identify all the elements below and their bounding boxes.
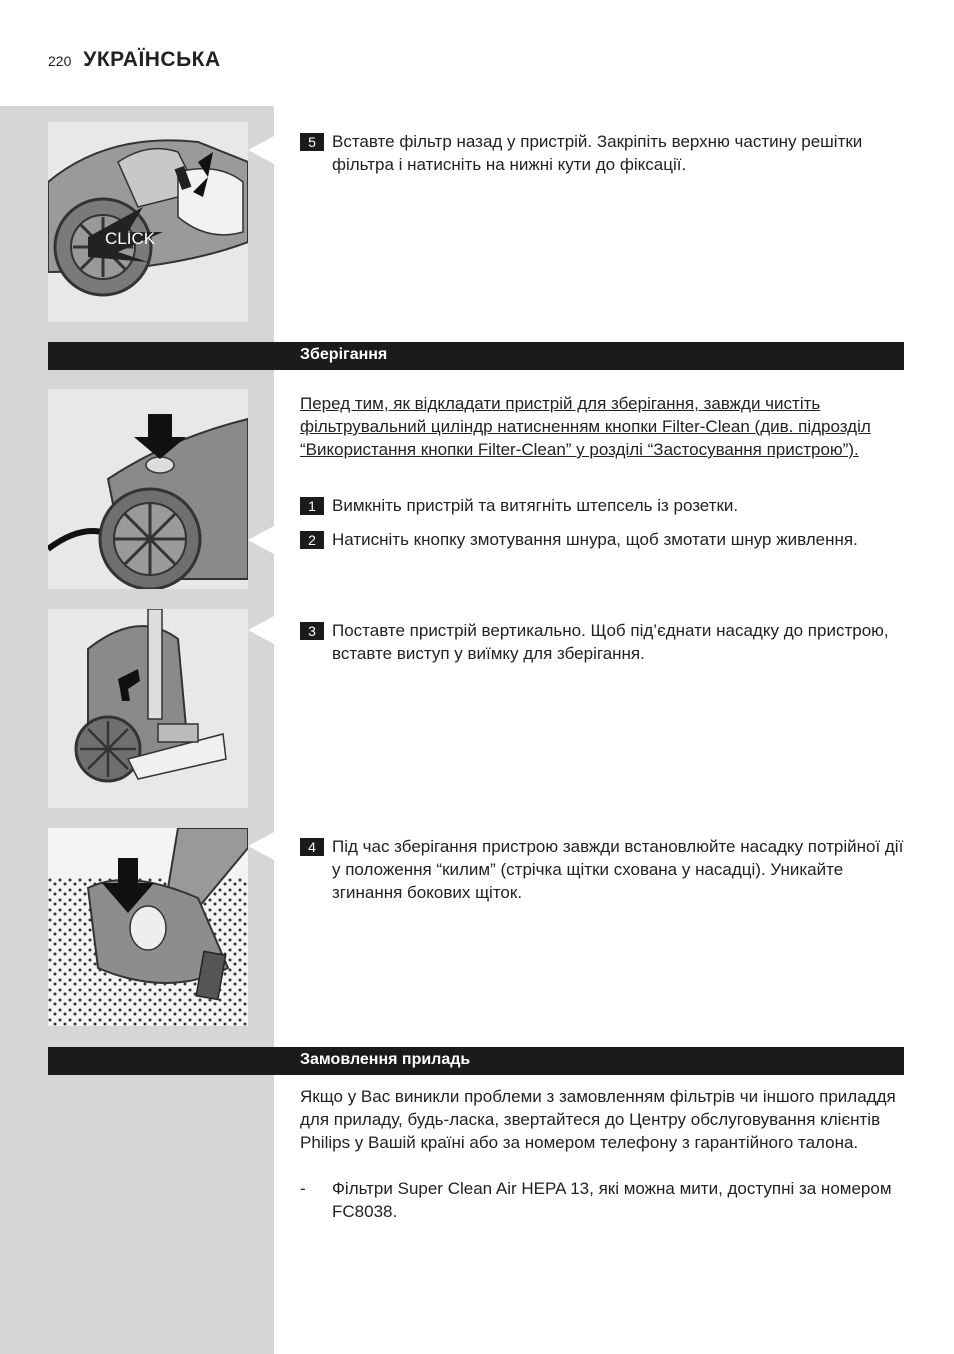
figure-cord-rewind [48, 389, 248, 589]
figure-filter-insert [48, 122, 248, 322]
click-label: CLICK [105, 229, 156, 248]
bullet-dash: - [300, 1179, 306, 1198]
figure-pointer [248, 526, 274, 554]
language-heading: УКРАЇНСЬКА [83, 48, 221, 71]
vacuum-cord-illustration [48, 389, 248, 589]
storage-intro [300, 392, 904, 461]
step-5 [300, 130, 904, 176]
step-number-badge: 5 [300, 133, 324, 151]
section-title: Замовлення приладь [300, 1051, 471, 1068]
step-number-badge: 2 [300, 531, 324, 549]
page-number: 220 [48, 53, 72, 69]
accessories-text: Якщо у Вас виникли проблеми з замовленням фільтрів чи іншого приладдя для приладу, будь-ласка, звертайтеся до Центру обслуговування клієнтів Philips у Вашій країні або за номером телефону з гарантійного талона. [300, 1087, 896, 1152]
nozzle-carpet-illustration [48, 828, 248, 1026]
step-3 [300, 619, 904, 665]
accessories-bullet [300, 1177, 904, 1223]
step-text: Під час зберігання пристрою завжди встановлюйте насадку потрійної дії у положення “килим” (стрічка щітки схована у насадці). Уникайте згинання бокових щіток. [332, 837, 904, 902]
vacuum-filter-illustration [48, 122, 248, 322]
step-4 [300, 835, 904, 904]
vacuum-upright-illustration [48, 609, 248, 808]
section-title: Зберігання [300, 346, 388, 363]
bullet-text: Фільтри Super Clean Air HEPA 13, які можна мити, доступні за номером FC8038. [332, 1179, 892, 1221]
figure-nozzle-carpet [48, 828, 248, 1026]
storage-intro-text: Перед тим, як відкладати пристрій для зберігання, завжди чистіть фільтрувальний циліндр натисненням кнопки Filter-Clean (див. підрозділ “Використання кнопки Filter-Clean” у розділі “Застосування пристрою”). [300, 394, 871, 459]
section-bar-accessories [48, 1047, 904, 1075]
step-text: Вимкніть пристрій та витягніть штепсель із розетки. [332, 496, 739, 515]
step-number-badge: 3 [300, 622, 324, 640]
figure-pointer [248, 136, 274, 164]
figure-upright-storage [48, 609, 248, 808]
step-number-badge: 1 [300, 497, 324, 515]
step-number-badge: 4 [300, 838, 324, 856]
step-2 [300, 528, 904, 551]
page-header [48, 48, 221, 72]
step-text: Натисніть кнопку змотування шнура, щоб змотати шнур живлення. [332, 530, 858, 549]
step-text: Вставте фільтр назад у пристрій. Закріпіть верхню частину решітки фільтра і натисніть на нижні кути до фіксації. [332, 132, 863, 174]
figure-pointer [248, 832, 274, 860]
figure-pointer [248, 616, 274, 644]
section-bar-storage [48, 342, 904, 370]
step-1 [300, 494, 904, 517]
step-text: Поставте пристрій вертикально. Щоб під’єднати насадку до пристрою, вставте виступ у виїмку для зберігання. [332, 621, 889, 663]
